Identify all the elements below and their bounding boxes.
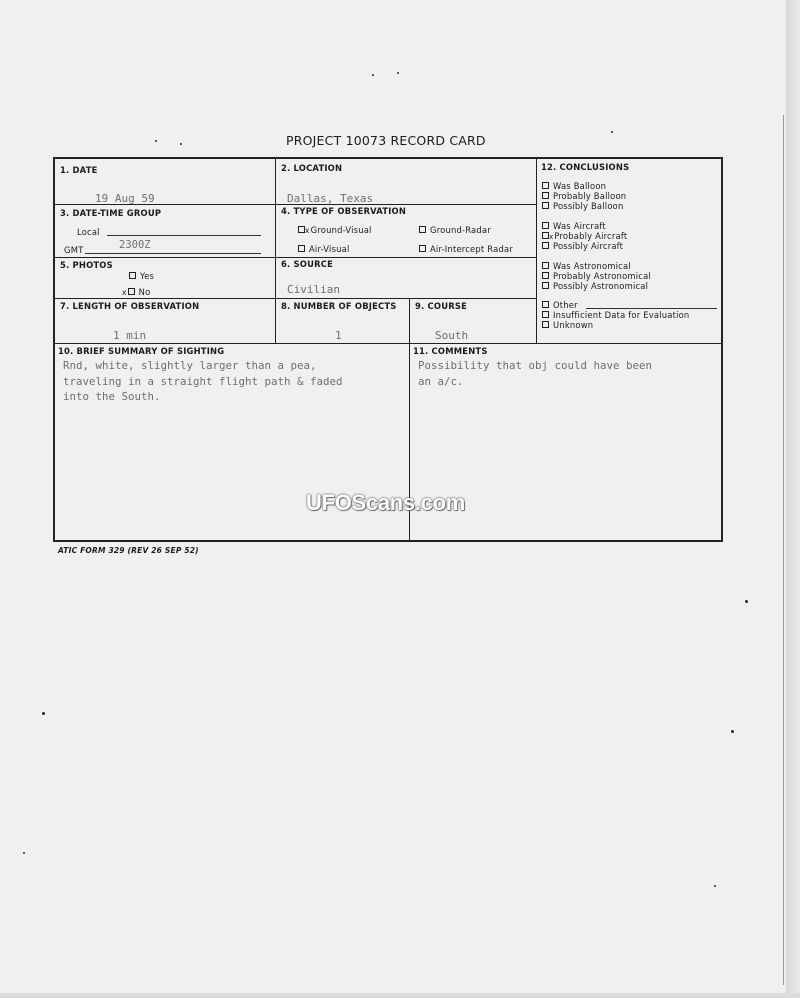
location-value: Dallas, Texas: [287, 192, 374, 205]
course-value: South: [435, 329, 469, 342]
conclusion-possibly-astronomical: [542, 281, 648, 291]
rule: [536, 159, 537, 343]
photos-no-checkbox: [128, 288, 135, 295]
source-value: Civilian: [287, 283, 340, 296]
conclusion-was-balloon: [542, 181, 606, 191]
card-title: PROJECT 10073 RECORD CARD: [286, 133, 486, 148]
conclusion-text: Possibly Aircraft: [553, 241, 624, 251]
conclusion-text: Possibly Balloon: [553, 201, 624, 211]
gmt-value: 2300Z: [119, 239, 151, 251]
ground-radar-option: [419, 225, 491, 235]
local-time-label: Local: [77, 227, 100, 237]
gmt-line: [85, 253, 261, 254]
conclusion-checkbox: [542, 242, 549, 249]
air-visual-text: Air-Visual: [309, 244, 350, 254]
dust-speck: [611, 131, 613, 133]
conclusion-checkbox: [542, 222, 549, 229]
conclusion-checkbox: [542, 301, 549, 308]
conclusion-was-astronomical: [542, 261, 631, 271]
comments-label: 11. COMMENTS: [413, 346, 488, 356]
conclusion-checkbox: [542, 262, 549, 269]
dust-speck: [42, 712, 45, 715]
dust-speck: [180, 143, 182, 145]
form-footer: ATIC FORM 329 (REV 26 SEP 52): [58, 546, 199, 555]
dust-speck: [397, 72, 399, 74]
conclusion-probably-astronomical: [542, 271, 651, 281]
ground-visual-checkbox: [298, 226, 305, 233]
conclusion-possibly-aircraft: [542, 241, 623, 251]
source-label: 6. SOURCE: [281, 259, 333, 269]
photos-no-text: No: [138, 287, 151, 297]
ground-radar-checkbox: [419, 226, 426, 233]
conclusion-text: Probably Astronomical: [553, 271, 651, 281]
length-of-observation-value: 1 min: [113, 329, 147, 342]
number-of-objects-value: 1: [335, 329, 342, 342]
air-intercept-radar-checkbox: [419, 245, 426, 252]
air-visual-option: [298, 244, 350, 254]
photos-no-option: [122, 287, 150, 297]
conclusion-other: [542, 300, 578, 310]
page-bottom-edge: [0, 993, 800, 998]
record-card: [53, 157, 723, 542]
dust-speck: [745, 600, 748, 603]
conclusion-text: Insufficient Data for Evaluation: [553, 310, 690, 320]
conclusion-text: Was Aircraft: [553, 221, 606, 231]
conclusion-insufficient-data: [542, 310, 689, 320]
ground-radar-text: Ground-Radar: [430, 225, 491, 235]
date-label: 1. DATE: [60, 165, 98, 175]
photos-no-mark: x: [122, 288, 127, 297]
watermark: UFOScans.com: [306, 490, 466, 515]
conclusion-checkbox: [542, 202, 549, 209]
conclusion-text: Was Astronomical: [553, 261, 631, 271]
comments-text: Possibility that obj could have been an a/c.: [418, 359, 653, 388]
conclusion-checkbox: [542, 321, 549, 328]
page-edge-shadow: [786, 0, 800, 998]
brief-summary-label: 10. BRIEF SUMMARY OF SIGHTING: [58, 346, 225, 356]
brief-summary-text: Rnd, white, slightly larger than a pea, traveling in a straight flight path & faded into the South.: [63, 359, 343, 403]
conclusion-probably-aircraft: [542, 231, 627, 241]
rule: [55, 257, 537, 258]
conclusion-text: Was Balloon: [553, 181, 607, 191]
photos-yes-option: [129, 271, 154, 281]
air-intercept-radar-text: Air-Intercept Radar: [430, 244, 513, 254]
photos-yes-checkbox: [129, 272, 136, 279]
ground-visual-option: [298, 225, 372, 235]
page-edge-line: [783, 115, 784, 985]
conclusion-possibly-balloon: [542, 201, 623, 211]
conclusion-text: Probably Balloon: [553, 191, 627, 201]
conclusion-checkbox: [542, 232, 549, 239]
dust-speck: [731, 730, 734, 733]
photos-yes-text: Yes: [140, 271, 155, 281]
rule: [275, 159, 276, 343]
conclusion-probably-balloon: [542, 191, 626, 201]
local-time-line: [107, 235, 261, 236]
air-visual-checkbox: [298, 245, 305, 252]
ground-visual-mark: x: [305, 226, 310, 235]
gmt-label: GMT: [64, 245, 84, 255]
rule: [55, 343, 723, 344]
conclusion-unknown: [542, 320, 593, 330]
air-intercept-radar-option: [419, 244, 513, 254]
conclusion-text: Unknown: [553, 320, 594, 330]
conclusion-checkbox: [542, 282, 549, 289]
photos-label: 5. PHOTOS: [60, 260, 113, 270]
conclusion-checkbox: [542, 272, 549, 279]
rule: [55, 298, 537, 299]
location-label: 2. LOCATION: [281, 163, 343, 173]
number-of-objects-label: 8. NUMBER OF OBJECTS: [281, 301, 397, 311]
conclusion-text: Possibly Astronomical: [553, 281, 649, 291]
dust-speck: [155, 140, 157, 142]
date-value: 19 Aug 59: [95, 192, 155, 205]
date-time-group-label: 3. DATE-TIME GROUP: [60, 208, 162, 218]
dust-speck: [372, 74, 374, 76]
conclusion-was-aircraft: [542, 221, 606, 231]
dust-speck: [23, 852, 25, 854]
other-line: [586, 308, 717, 309]
type-of-observation-label: 4. TYPE OF OBSERVATION: [281, 206, 407, 216]
conclusion-checkbox: [542, 311, 549, 318]
conclusion-checked-mark: x: [549, 233, 554, 241]
conclusion-checkbox: [542, 182, 549, 189]
ground-visual-text: Ground-Visual: [310, 225, 372, 235]
conclusions-label: 12. CONCLUSIONS: [541, 162, 630, 172]
length-of-observation-label: 7. LENGTH OF OBSERVATION: [60, 301, 200, 311]
dust-speck: [714, 885, 716, 887]
conclusion-checkbox: [542, 192, 549, 199]
conclusion-text: Other: [553, 300, 578, 310]
course-label: 9. COURSE: [415, 301, 467, 311]
conclusion-text: Probably Aircraft: [554, 231, 628, 241]
